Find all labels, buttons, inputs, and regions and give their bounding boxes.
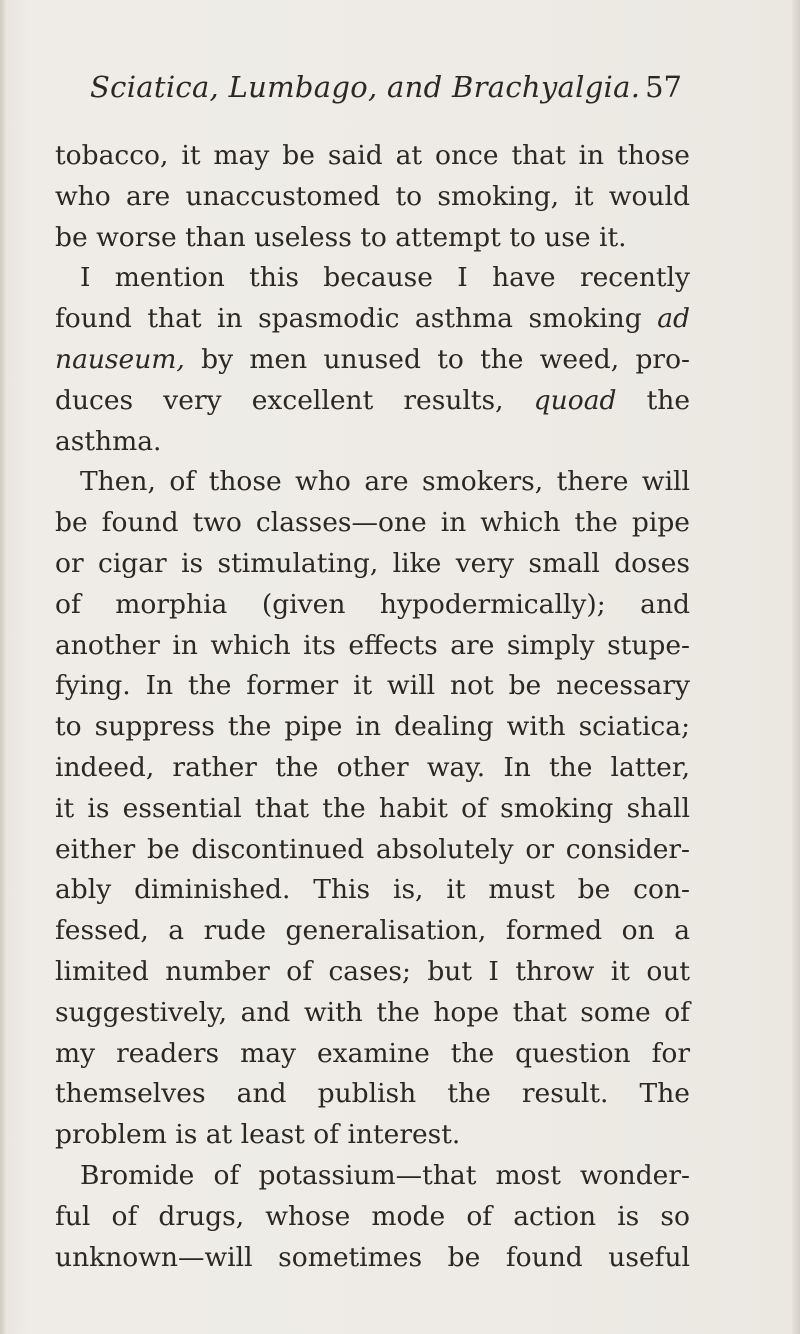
text-line: or cigar is stimulating, like very small doses [55, 547, 690, 579]
text-line: suggestively, and with the hope that some of [55, 996, 690, 1028]
text-line: limited number of cases; but I throw it out [55, 955, 690, 987]
page-number: 57 [645, 70, 682, 104]
italic-term: nauseum, [55, 343, 185, 375]
running-header [90, 70, 682, 110]
text-line: either be discontinued absolutely or consider- [55, 833, 690, 865]
page-gutter-left [0, 0, 6, 1334]
text-line: duces very excellent results, quoad the [55, 384, 690, 416]
text-line: to suppress the pipe in dealing with sciatica; [55, 711, 690, 743]
text-line: fying. In the former it will not be necessary [55, 670, 690, 702]
text-line: indeed, rather the other way. In the latter, [55, 751, 690, 783]
running-title: Sciatica, Lumbago, and Brachyalgia. [90, 70, 641, 104]
text-line: asthma. [55, 425, 162, 457]
text-line: found that in spasmodic asthma smoking ad [55, 303, 690, 335]
text-line: nauseum, by men unused to the weed, pro- [55, 343, 690, 375]
text-line: tobacco, it may be said at once that in those [55, 140, 690, 171]
text-line: unknown—will sometimes be found useful [55, 1241, 690, 1273]
paragraph-start-line: Bromide of potassium—that most wonder- [80, 1159, 690, 1191]
body-text [55, 136, 690, 1278]
text-line: it is essential that the habit of smoking shall [55, 792, 690, 824]
text-line: themselves and publish the result. The [55, 1078, 690, 1110]
text-line: be found two classes—one in which the pipe [55, 507, 690, 539]
text-line: ably diminished. This is, it must be con- [55, 874, 690, 906]
text-line: fessed, a rude generalisation, formed on a [55, 915, 690, 947]
page-edge-right [792, 0, 800, 1334]
italic-term: ad [657, 303, 690, 335]
text-line: be worse than useless to attempt to use it. [55, 221, 627, 253]
text-line: another in which its effects are simply stupe- [55, 629, 690, 661]
text-line: ful of drugs, whose mode of action is so [55, 1200, 690, 1232]
text-line: of morphia (given hypodermically); and [55, 588, 690, 620]
paragraph-start-line: I mention this because I have recently [80, 262, 690, 294]
text-line: who are unaccustomed to smoking, it would [55, 180, 690, 212]
text-line: problem is at least of interest. [55, 1119, 461, 1151]
text-line: my readers may examine the question for [55, 1037, 690, 1069]
paragraph-start-line: Then, of those who are smokers, there will [80, 466, 690, 498]
italic-term: quoad [533, 384, 617, 416]
